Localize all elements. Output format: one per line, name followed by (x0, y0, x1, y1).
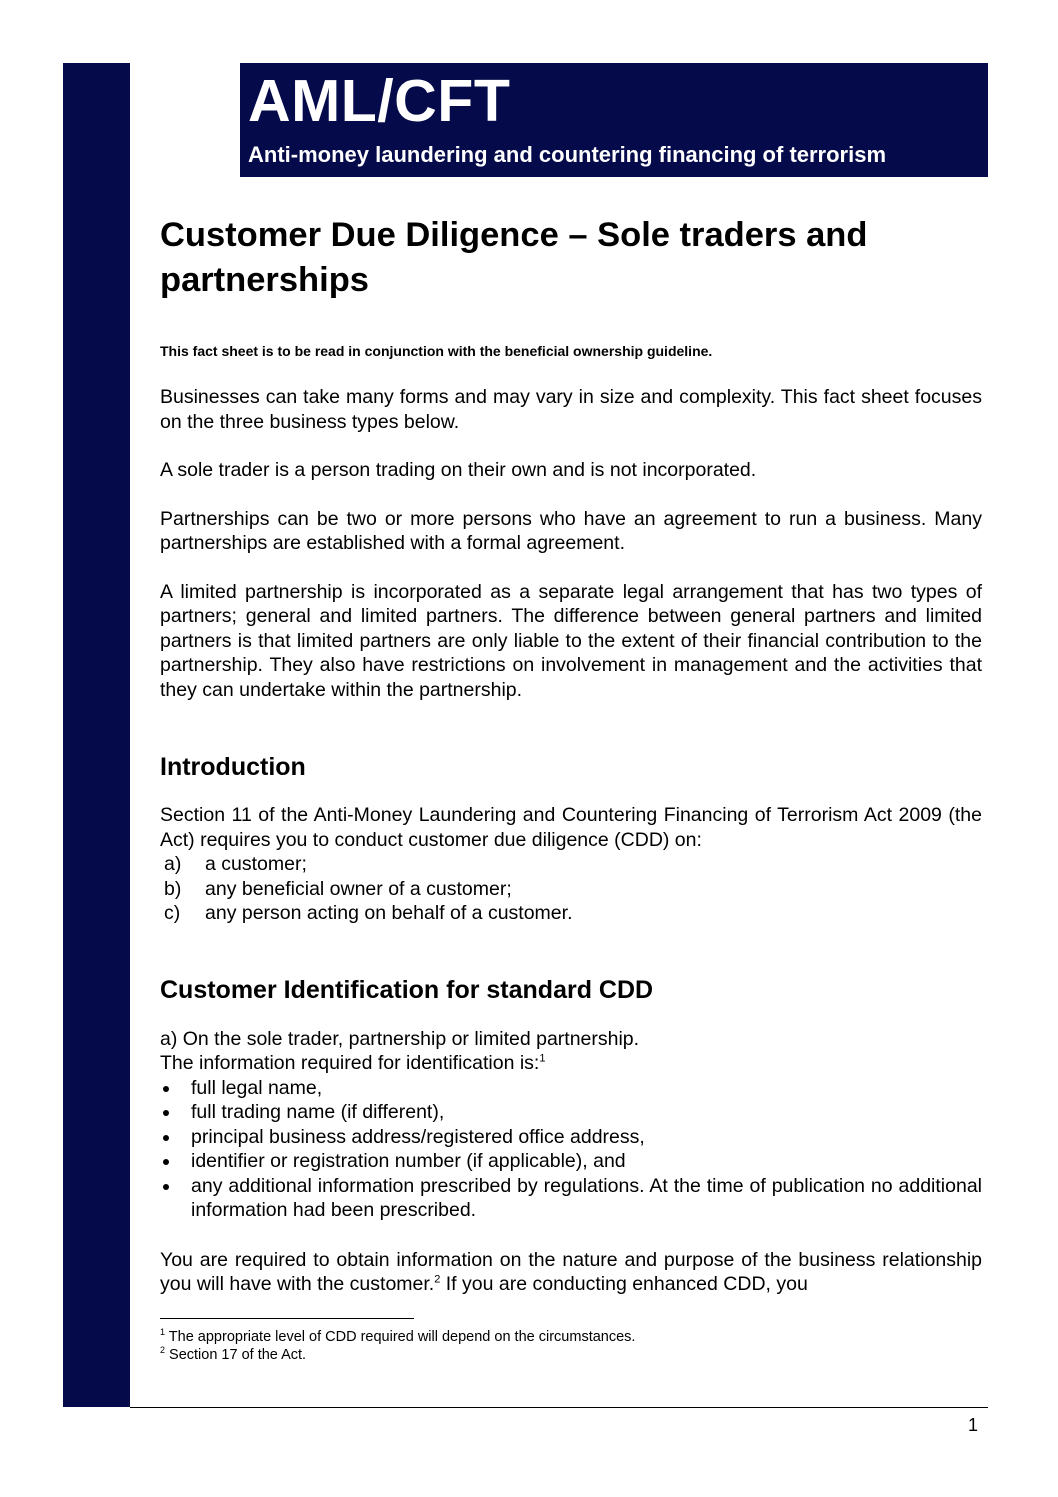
footnotes (160, 1328, 982, 1364)
footnote (160, 1328, 982, 1346)
left-sidebar-bar (63, 63, 130, 1407)
footnote (160, 1346, 982, 1364)
list-item (160, 852, 982, 877)
identification-line2-text: The information required for identification is: (160, 1052, 540, 1074)
banner-title: AML/CFT (248, 68, 511, 134)
footnote-ref-2: 2 (434, 1273, 441, 1286)
identification-heading: Customer Identification for standard CDD (160, 975, 654, 1004)
footnote-text: Section 17 of the Act. (165, 1347, 307, 1363)
document-title (160, 213, 982, 303)
introduction-text: Section 11 of the Anti-Money Laundering and Countering Financing of Terrorism Act 2009 (the Act) requires you to conduct customer due diligence (CDD) on: (160, 804, 982, 851)
page-number: 1 (968, 1415, 979, 1435)
list-marker: b) (164, 877, 182, 900)
banner-subtitle: Anti-money laundering and countering financing of terrorism (248, 142, 887, 167)
list-item (160, 877, 982, 902)
paragraph-sole-trader: A sole trader is a person trading on their own and is not incorporated. (160, 459, 757, 481)
list-item: full trading name (if different), (160, 1100, 982, 1125)
list-item: any additional information prescribed by regulations. At the time of publication no additional information had been prescribed. (160, 1174, 982, 1223)
header-banner (240, 63, 988, 177)
paragraph-business-forms: Businesses can take many forms and may vary in size and complexity. This fact sheet focuses on the three business types below. (160, 386, 982, 433)
footnote-text: The appropriate level of CDD required will depend on the circumstances. (165, 1329, 636, 1345)
closing-text-part2: If you are conducting enhanced CDD, you (440, 1273, 808, 1295)
paragraph-business-relationship (160, 1248, 982, 1297)
list-item (160, 901, 982, 926)
footnote-number: 2 (160, 1345, 166, 1356)
closing-text-part1: You are required to obtain information on the nature and purpose of the business relationship you will have with the customer. (160, 1248, 982, 1295)
list-item-text: any person acting on behalf of a customer. (205, 902, 573, 924)
document-title-line1: Customer Due Diligence – Sole traders and (160, 216, 868, 254)
footnote-divider (160, 1318, 414, 1319)
footer-divider (130, 1407, 988, 1408)
paragraph-limited-partnership: A limited partnership is incorporated as a separate legal arrangement that has two types of partners; general and limited partners. The difference between general partners and limited partners is that limited partners are only liable to the extent of their financial contribution to the partnership. They also have restrictions on involvement in management and the activities that they can undertake within the partnership. (160, 580, 982, 701)
paragraph-partnerships: Partnerships can be two or more persons who have an agreement to run a business. Many partnerships are established with a formal agreement. (160, 507, 982, 554)
document-body (160, 213, 982, 1297)
list-marker: a) (164, 853, 182, 875)
list-marker: c) (164, 902, 181, 924)
identification-line2 (160, 1051, 982, 1076)
list-item: identifier or registration number (if applicable), and (160, 1149, 982, 1174)
fact-sheet-note: This fact sheet is to be read in conjunction with the beneficial ownership guideline. (160, 343, 713, 359)
footnote-ref-1: 1 (539, 1052, 546, 1065)
list-item-text: any beneficial owner of a customer; (205, 877, 512, 900)
document-title-line2: partnerships (160, 261, 369, 299)
footnote-number: 1 (160, 1327, 166, 1338)
introduction-heading: Introduction (160, 753, 306, 781)
identification-bullet-list (160, 1076, 982, 1223)
identification-line1: a) On the sole trader, partnership or limited partnership. (160, 1027, 640, 1050)
cdd-subject-list (160, 852, 982, 926)
list-item: principal business address/registered office address, (160, 1125, 982, 1150)
list-item: full legal name, (160, 1076, 982, 1101)
list-item-text: a customer; (205, 853, 307, 875)
